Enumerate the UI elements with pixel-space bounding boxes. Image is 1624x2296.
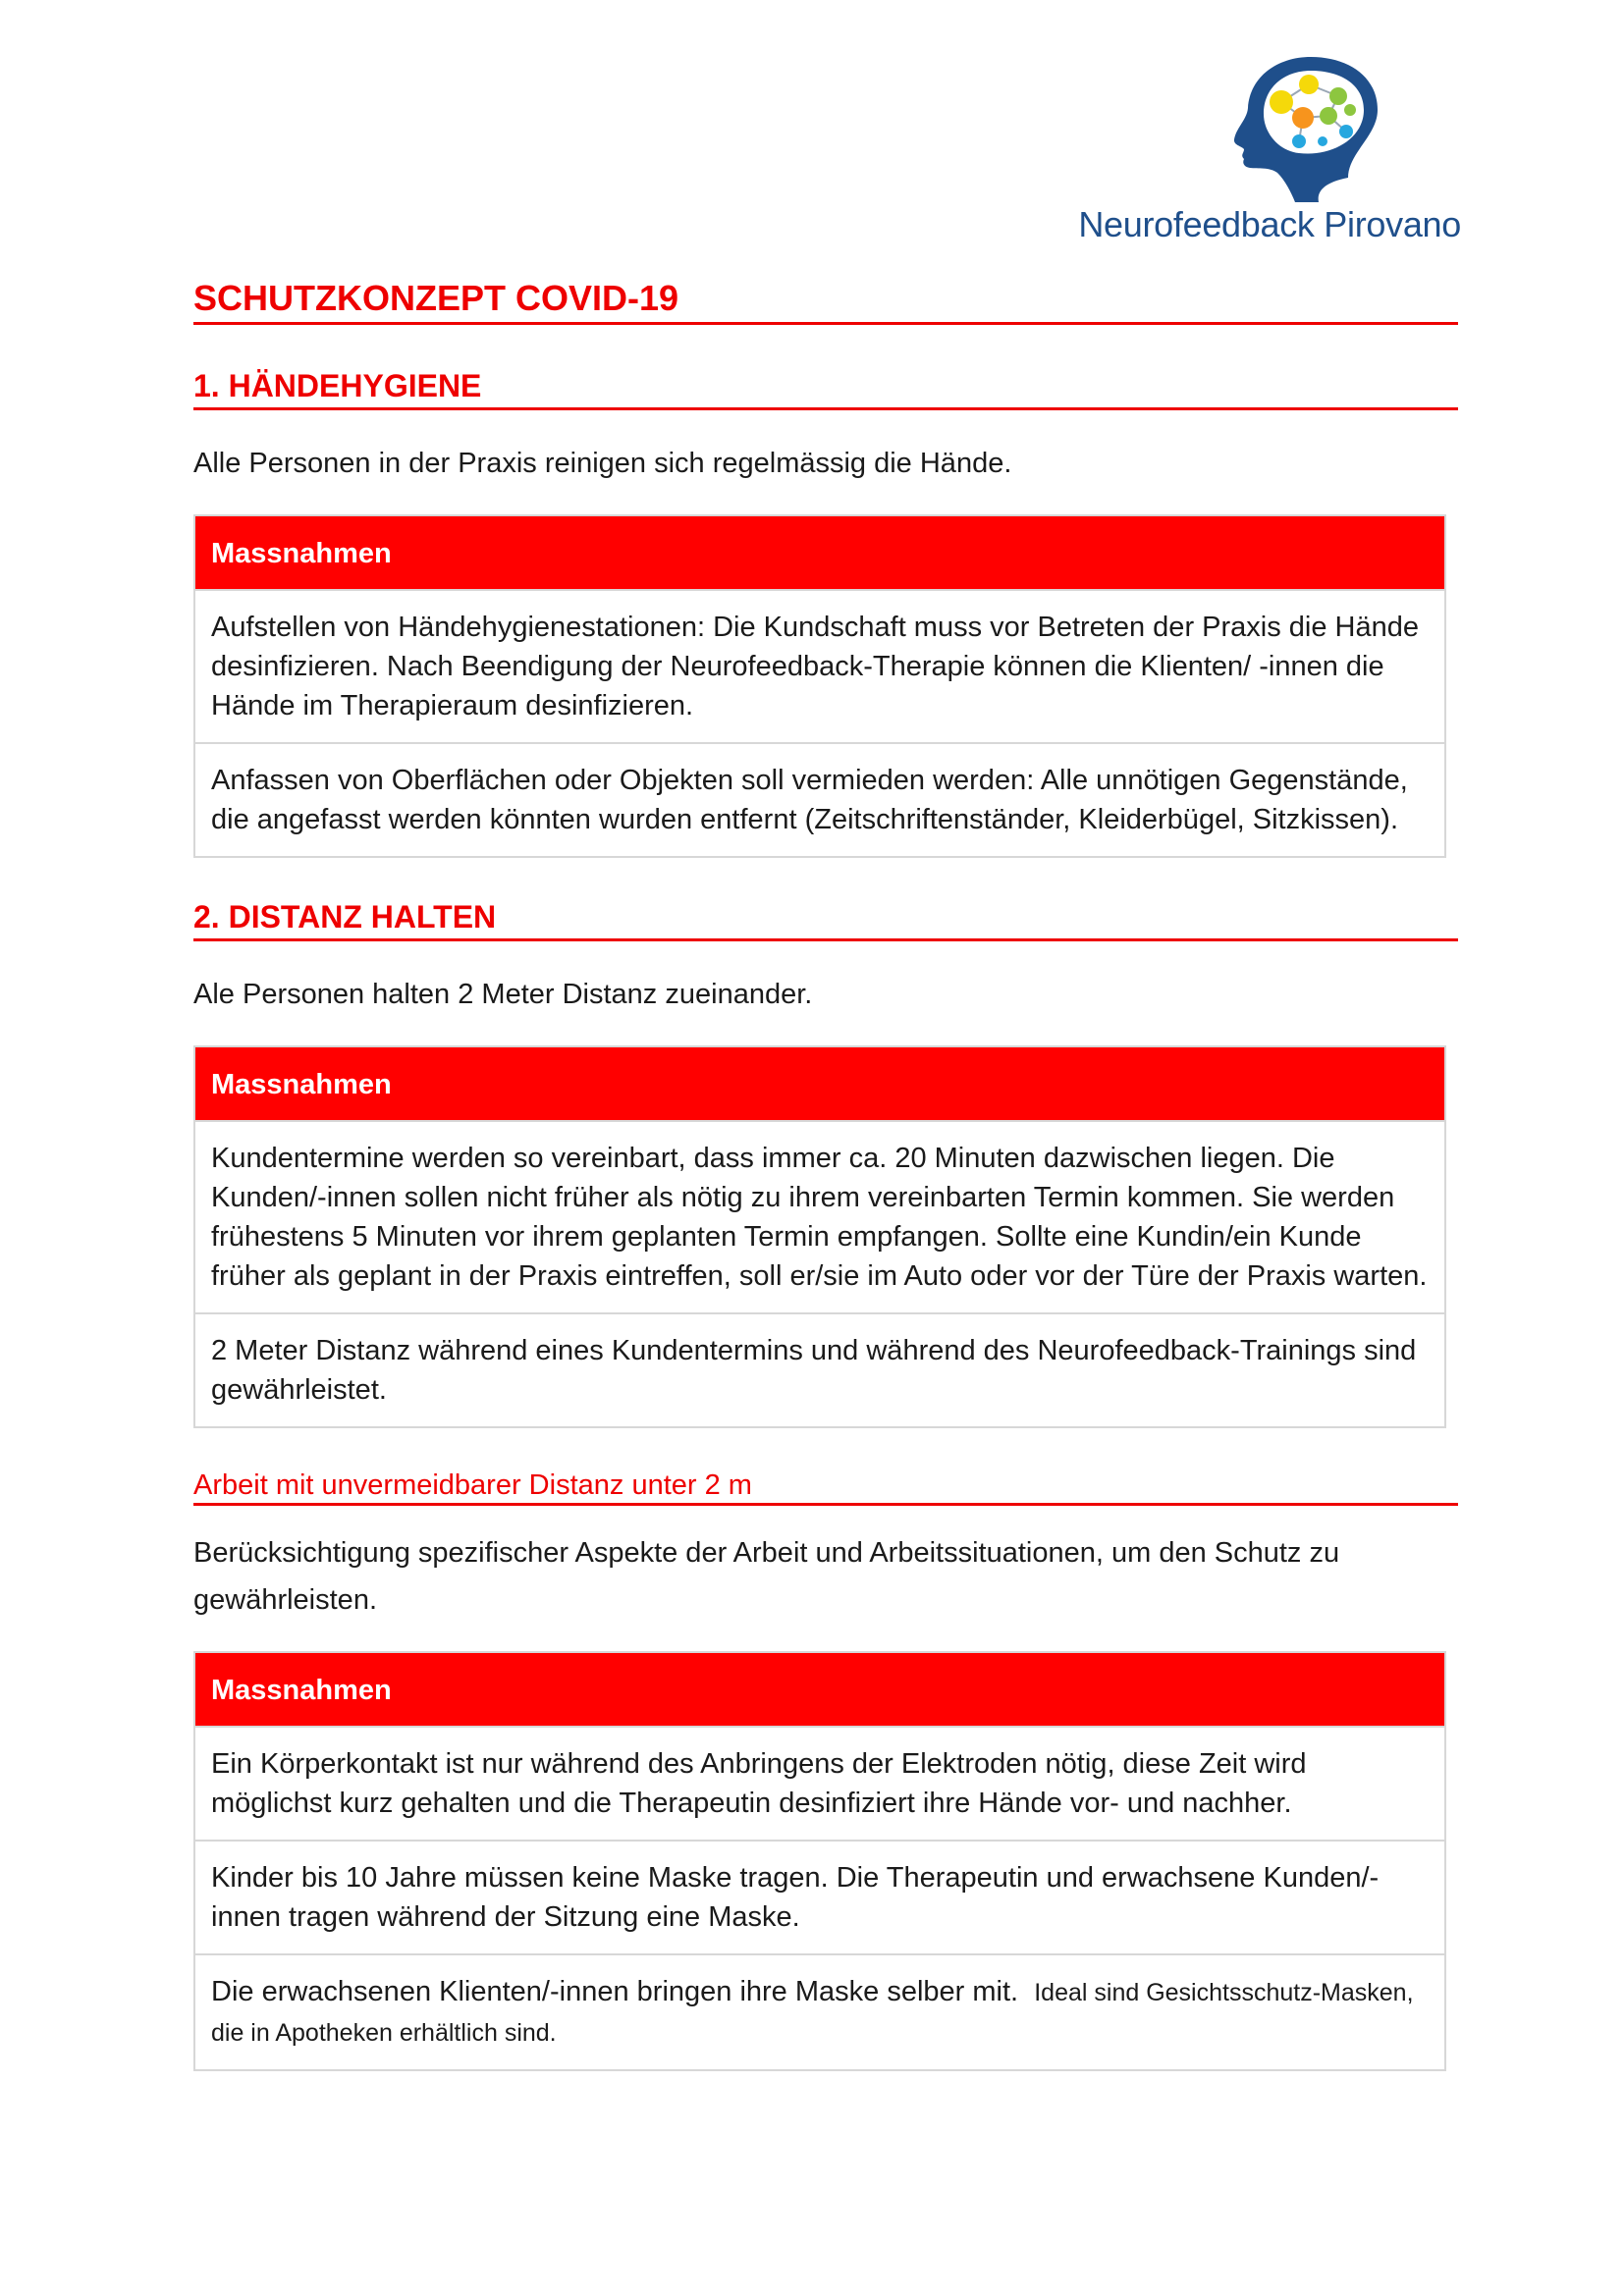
measures-table-row: Kinder bis 10 Jahre müssen keine Maske tragen. Die Therapeutin und erwachsene Kunden/-innen tragen während der Sitzung eine Maske. <box>195 1840 1444 1953</box>
measures-table <box>193 1651 1446 2071</box>
measures-table <box>193 1045 1446 1428</box>
subsection-title: Arbeit mit unvermeidbarer Distanz unter 2 m <box>193 1468 1458 1506</box>
brain-head-icon <box>1201 55 1397 202</box>
row-small-text: Ideal sind Gesichtsschutz-Masken, die in Apotheken erhältlich sind. <box>211 1979 1414 2047</box>
section-intro: Alle Personen in der Praxis reinigen sich regelmässig die Hände. <box>193 448 1012 479</box>
measures-table-row: Anfassen von Oberflächen oder Objekten soll vermieden werden: Alle unnötigen Gegenstände, die angefasst werden könnten wurden entfernt (Zeitschriftenständer, Kleiderbügel, Sitzkissen). <box>195 742 1444 856</box>
company-logo <box>1049 55 1461 251</box>
subsection-intro: Berücksichtigung spezifischer Aspekte der Arbeit und Arbeitssituationen, um den Schutz zu gewährleisten. <box>193 1537 1340 1616</box>
section-intro: Ale Personen halten 2 Meter Distanz zueinander. <box>193 979 813 1010</box>
measures-table-header: Massnahmen <box>195 1653 1444 1726</box>
measures-table-row: 2 Meter Distanz während eines Kundentermins und während des Neurofeedback-Trainings sind gewährleistet. <box>195 1312 1444 1426</box>
measures-table-row: Aufstellen von Händehygienestationen: Die Kundschaft muss vor Betreten der Praxis die Hände desinfizieren. Nach Beendigung der Neurofeedback-Therapie können die Klienten/ -innen die Hände im Therapieraum desinfizieren. <box>195 589 1444 742</box>
section-title-distanz-halten: 2. DISTANZ HALTEN <box>193 897 1458 941</box>
measures-table-row: Kundentermine werden so vereinbart, dass immer ca. 20 Minuten dazwischen liegen. Die Kunden/-innen sollen nicht früher als nötig zu ihrem vereinbarten Termin kommen. Sie werden frühestens 5 Minuten vor ihrem geplanten Termin empfangen. Sollte eine Kundin/ein Kunde früher als geplant in der Praxis eintreffen, soll er/sie im Auto oder vor der Türe der Praxis warten. <box>195 1120 1444 1312</box>
document-body <box>193 277 1458 2110</box>
row-main-text: Die erwachsenen Klienten/-innen bringen ihre Maske selber mit. <box>211 1976 1019 2007</box>
logo-wordmark: Neurofeedback Pirovano <box>1078 204 1461 244</box>
page-title: SCHUTZKONZEPT COVID-19 <box>193 277 1458 325</box>
section-title-haendehygiene: 1. HÄNDEHYGIENE <box>193 366 1458 410</box>
measures-table <box>193 514 1446 858</box>
measures-table-row: Ein Körperkontakt ist nur während des Anbringens der Elektroden nötig, diese Zeit wird möglichst kurz gehalten und die Therapeutin desinfiziert ihre Hände vor- und nachher. <box>195 1726 1444 1840</box>
measures-table-header: Massnahmen <box>195 516 1444 589</box>
measures-table-row <box>195 1953 1444 2069</box>
measures-table-header: Massnahmen <box>195 1047 1444 1120</box>
